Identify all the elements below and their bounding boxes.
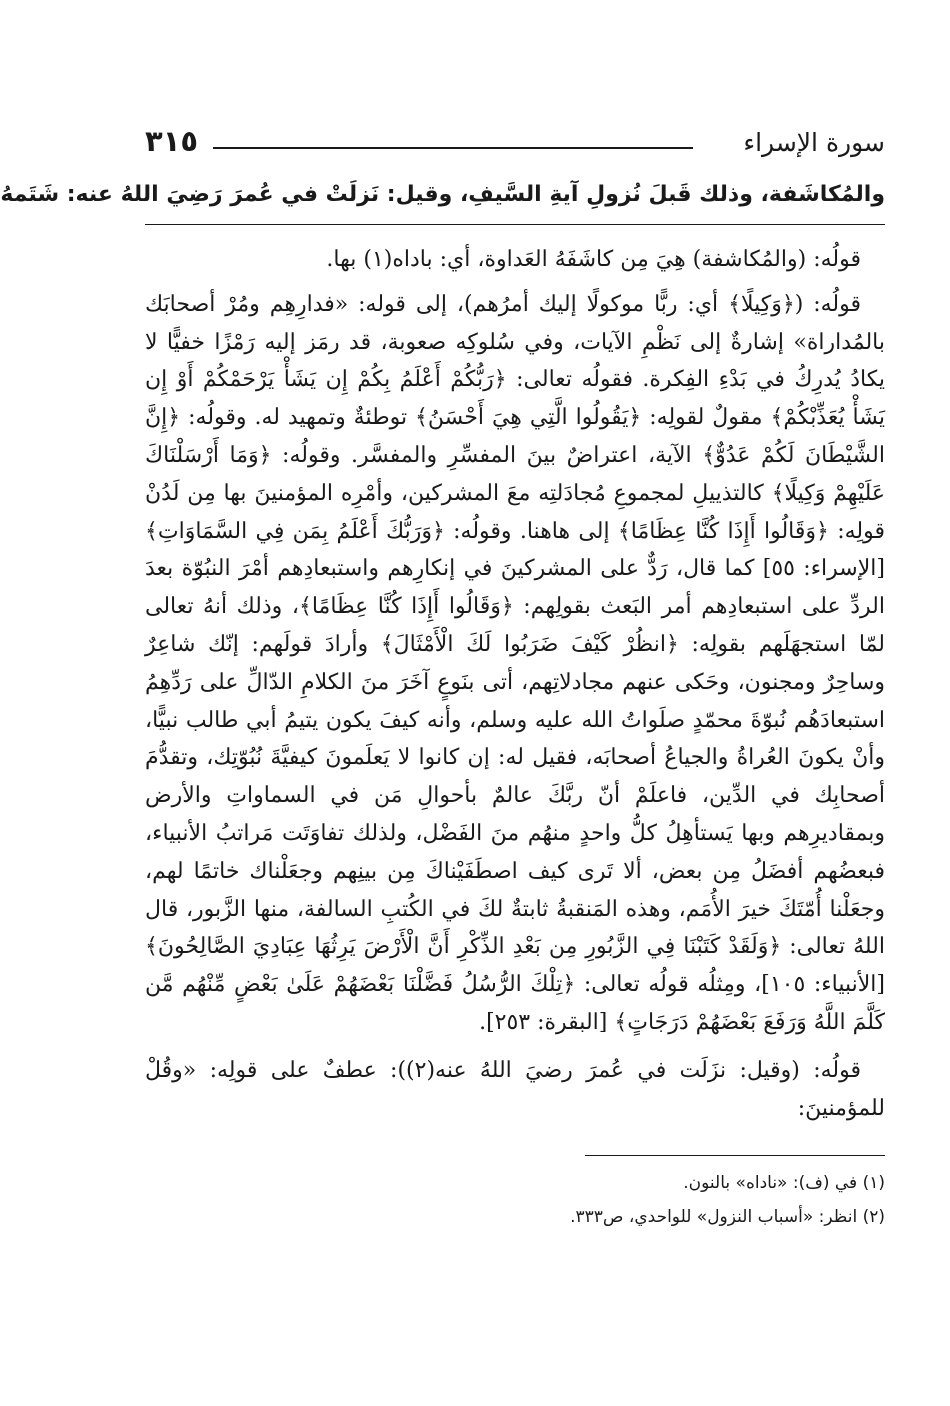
footnote-1: (١) في (ف): «ناداه» بالنون. xyxy=(683,1173,885,1194)
running-header xyxy=(145,112,885,168)
header-rule xyxy=(213,147,693,149)
commentary-paragraph-2: قولُه: (﴿وَكِيلًا﴾ أي: ربًّا موكولًا إليك أمرُهم)، إلى قوله: «فدارِهِم ومُرْ أصحابَك بالمُداراة» إشارةٌ إلى نَظْمِ الآيات، وفي سُلوكِه صعوبة، قد رمَز إليه رَمْزًا خفيًّا لا يكادُ يُدرِكُ في بَدْءِ الفِكرة. فقولُه تعالى: ﴿رَبُّكُمْ أَعْلَمُ بِكُمْ إِن يَشَأْ يَرْحَمْكُمْ أَوْ إِن يَشَأْ يُعَذِّبْكُمْ﴾ مقولٌ لقولِه: ﴿يَقُولُوا الَّتِي هِيَ أَحْسَنُ﴾ توطئةٌ وتمهيد له. وقولُه: ﴿إِنَّ الشَّيْطَانَ لَكُمْ عَدُوٌّ﴾ الآية، اعتراضٌ بينَ المفسِّرِ والمفسَّر. وقولُه: ﴿وَمَا أَرْسَلْنَاكَ عَلَيْهِمْ وَكِيلًا﴾ كالتذييلِ لمجموعِ مُجادَلتِه معَ المشركين، وأمْرِه المؤمنينَ بها مِن لَدُنْ قولِه: ﴿وَقَالُوا أَإِذَا كُنَّا عِظَامًا﴾ إلى هاهنا. وقولُه: ﴿وَرَبُّكَ أَعْلَمُ بِمَن فِي السَّمَاوَاتِ﴾ [الإسراء: ٥٥] كما قال، رَدٌّ على المشركينَ في إنكارِهم واستبعادِهم أمْرَ النبُوّة بعدَ الردِّ على استبعادِهم أمر البَعث بقولِهم: ﴿وَقَالُوا أَإِذَا كُنَّا عِظَامًا﴾، وذلك أنهُ تعالى لمّا استجهَلَهم بقولِه: ﴿انظُرْ كَيْفَ ضَرَبُوا لَكَ الْأَمْثَالَ﴾ وأرادَ قولَهم: إنّك شاعِرٌ وساحِرٌ ومجنون، وحَكى عنهم مجادلاتِهم، أتى بنَوعٍ آخَرَ منَ الكلامِ الدّالِّ على رَدِّهِمُ استبعادَهُم نُبوّةَ محمّدٍ صلَواتُ الله عليه وسلم، وأنه كيفَ يكون يتيمُ أبي طالب نبيًّا، وأنْ يكونَ العُراةُ والجياعُ أصحابَه، فقيل له: إن كانوا لا يَعلَمونَ كيفيَّةَ نُبُوّتِك، وتقدُّمَ أصحابِك في الدِّين، فاعلَمْ أنّ ربَّكَ عالمٌ بأحوالِ مَن في السماواتِ والأرض وبمقاديرِهم وبها يَستأهِلُ كلُّ واحدٍ منهُم منَ الفَضْل، ولذلك تفاوَتَت مَراتبُ الأنبياء، فبعضُهم أفضَلُ مِن بعض، ألا تَرى كيف اصطَفَيْناكَ مِن بينِهم وجعَلْناك خاتمًا لهم، وجعَلْنا أُمّتَكَ خيرَ الأُمَم، وهذه المَنقبةُ ثابتةٌ لكَ في الكُتبِ السالفة، منها الزَّبور، قال اللهُ تعالى: ﴿وَلَقَدْ كَتَبْنَا فِي الزَّبُورِ مِن بَعْدِ الذِّكْرِ أَنَّ الْأَرْضَ يَرِثُهَا عِبَادِيَ الصَّالِحُونَ﴾ [الأنبياء: ١٠٥]، ومِثلُه قولُه تعالى: ﴿تِلْكَ الرُّسُلُ فَضَّلْنَا بَعْضَهُمْ عَلَىٰ بَعْضٍ مِّنْهُم مَّن كَلَّمَ اللَّهُ وَرَفَعَ بَعْضَهُمْ دَرَجَاتٍ﴾ [البقرة: ٢٥٣]. xyxy=(145,291,885,1035)
page xyxy=(0,112,885,1234)
page-number: ٣١٥ xyxy=(145,124,199,158)
main-text-line: والمُكاشَفة، وذلك قَبلَ نُزولِ آيةِ السَّيفِ، وقيل: نَزلَتْ في عُمرَ رَضِيَ اللهُ عنه: شَتَمهُ xyxy=(0,182,885,207)
commentary-paragraph-3: قولُه: (وقيل: نزَلَت في عُمرَ رضيَ اللهُ عنه(٢)): عطفٌ على قولِه: «وقُلْ للمؤمنينَ: xyxy=(145,1057,885,1121)
commentary xyxy=(145,241,885,1127)
footnote-2: (٢) انظر: «أسباب النزول» للواحدي، ص٣٣٣. xyxy=(570,1207,885,1228)
surah-title: سورة الإسراء xyxy=(743,128,885,157)
main-text-rule xyxy=(145,224,885,225)
footnote-rule xyxy=(585,1155,885,1156)
footnotes xyxy=(145,1166,885,1234)
commentary-paragraph-1: قولُه: (والمُكاشفة) هِيَ مِن كاشَفَهُ العَداوة، أي: باداه(١) بها. xyxy=(326,247,861,272)
